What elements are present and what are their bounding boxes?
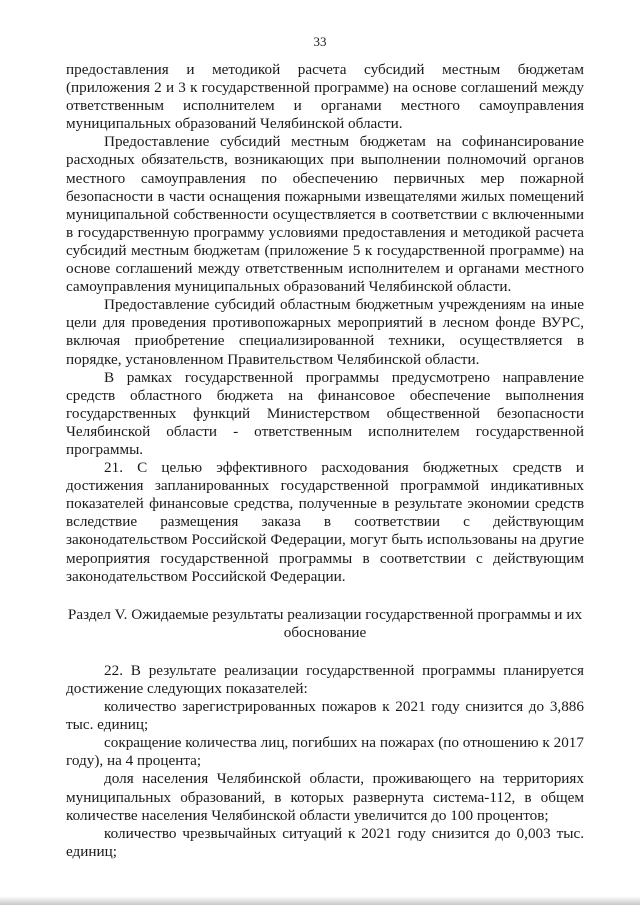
indicator-system-112: доля населения Челябинской области, проживающего на территориях муниципальных образований, в которых развернута система-112, в общем количестве населения Челябинской области увеличится до 100 процентов; xyxy=(66,770,584,824)
paragraph-local-budget-subsidies: Предоставление субсидий местным бюджетам на софинансирование расходных обязательств, возникающих при выполнении полномочий органов местного самоуправления по обеспечению первичных мер пожарной безопасности в части оснащения пожарными извещателями жилых помещений муниципальной собственности осуществляется в соответствии с включенными в государственную программу условиями предоставления и методикой расчета субсидий местным бюджетам (приложение 5 к государственной программе) на основе соглашений между ответственным исполнителем и органами местного самоуправления муниципальных образований Челябинской области. xyxy=(66,133,584,296)
section-heading: Раздел V. Ожидаемые результаты реализации государственной программы и их обоснование xyxy=(67,605,583,641)
page-bottom-edge xyxy=(0,896,640,905)
paragraph-item-21: 21. С целью эффективного расходования бюджетных средств и достижения запланированных государственной программой индикативных показателей финансовые средства, полученные в результате экономии средств вследствие размещения заказа в соответствии с действующим законодательством Российской Федерации, могут быть использованы на другие мероприятия государственной программы в соответствии с действующим законодательством Российской Федерации. xyxy=(66,459,584,585)
indicator-fatalities: сокращение количества лиц, погибших на пожарах (по отношению к 2017 году), на 4 процента; xyxy=(66,734,584,770)
page-number: 33 xyxy=(313,34,327,49)
paragraph-item-22: 22. В результате реализации государственной программы планируется достижение следующих показателей: xyxy=(66,661,584,697)
document-body xyxy=(66,61,584,861)
paragraph-institution-subsidies: Предоставление субсидий областным бюджетным учреждениям на иные цели для проведения противопожарных мероприятий в лесном фонде ВУРС, включая приобретение специализированной техники, осуществляется в порядке, установленном Правительством Челябинской области. xyxy=(66,296,584,368)
indicator-fires: количество зарегистрированных пожаров к 2021 году снизится до 3,886 тыс. единиц; xyxy=(66,698,584,734)
indicator-emergencies: количество чрезвычайных ситуаций к 2021 году снизится до 0,003 тыс. единиц; xyxy=(66,824,584,860)
paragraph-continuation: предоставления и методикой расчета субсидий местным бюджетам (приложения 2 и 3 к государственной программе) на основе соглашений между ответственным исполнителем и органами местного самоуправления муниципальных образований Челябинской области. xyxy=(66,61,584,133)
paragraph-state-functions-funding: В рамках государственной программы предусмотрено направление средств областного бюджета на финансовое обеспечение выполнения государственных функций Министерством общественной безопасности Челябинской области - ответственным исполнителем государственной программы. xyxy=(66,368,584,458)
